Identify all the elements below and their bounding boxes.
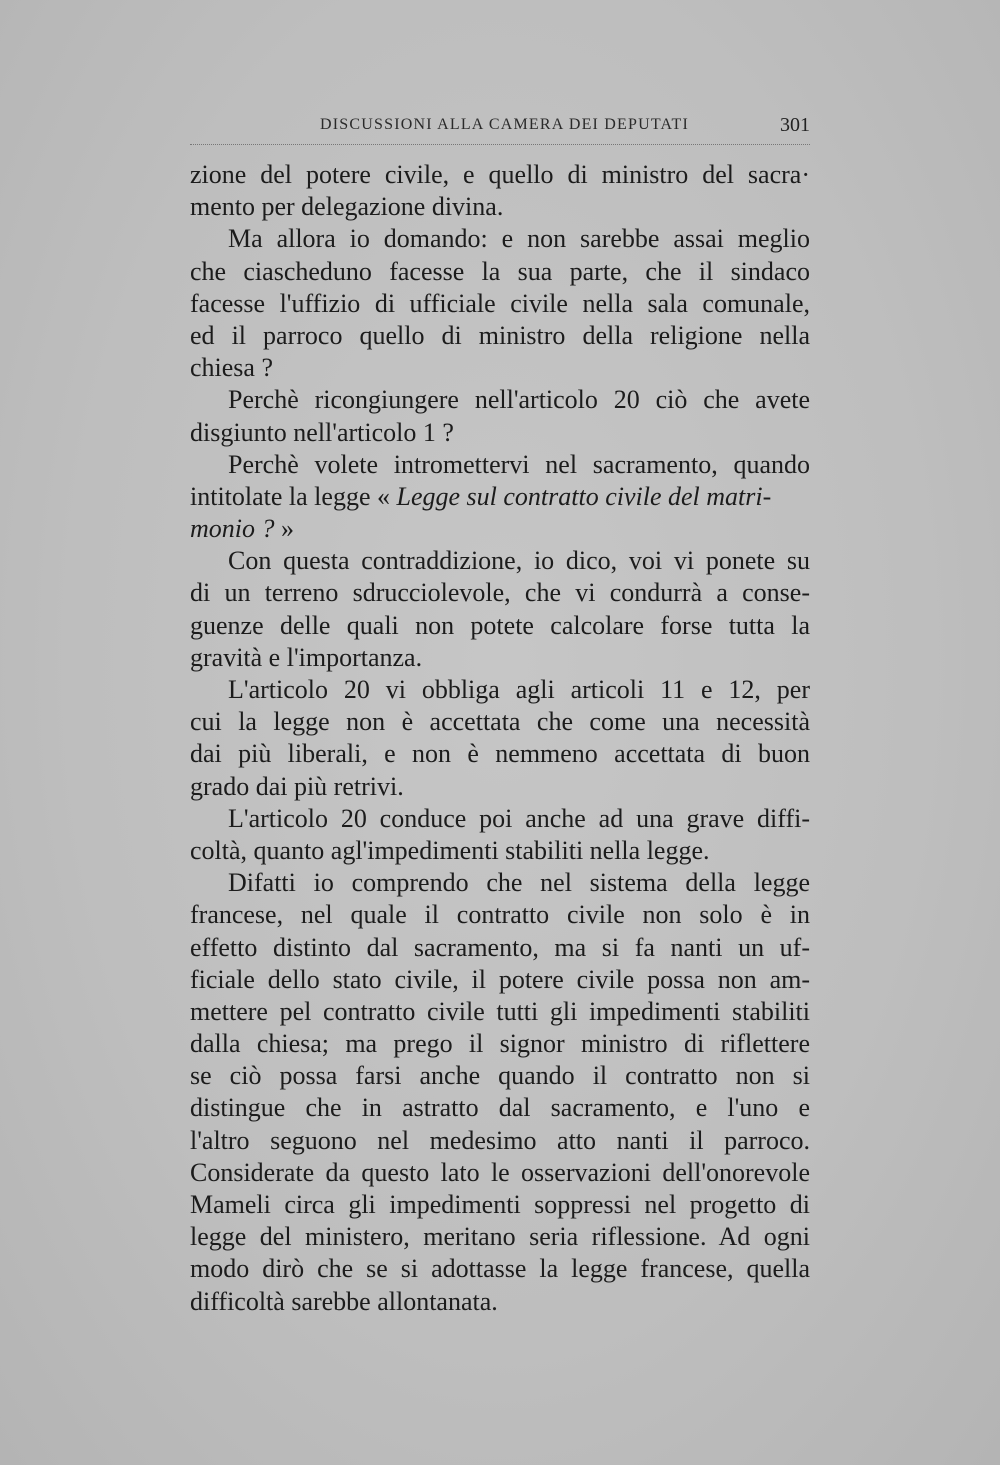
text-line: zione del potere civile, e quello di ministro del sacra· [190,160,810,189]
text-line: di un terreno sdrucciolevole, che vi condurrà a conse- [190,578,810,608]
text-line [190,513,810,545]
text-line: Mameli circa gli impedimenti soppressi nel progetto di [190,1190,810,1219]
text-line: mento per delegazione divina. [190,192,504,222]
text-line: effetto distinto dal sacramento, ma si fa nanti un uf- [190,932,810,962]
text-line: difficoltà sarebbe allontanata. [190,1286,498,1316]
header-rule [190,144,810,145]
text-line: facesse l'uffizio di ufficiale civile nella sala comunale, [190,288,810,318]
text-line: disgiunto nell'articolo 1 ? [190,417,454,447]
text-segment: » [274,514,294,544]
text-line: chiesa ? [190,353,274,383]
text-line: ficiale dello stato civile, il potere civile possa non am- [190,964,810,994]
text-line: modo dirò che se si adottasse la legge francese, quella [190,1254,810,1284]
text-line: ed il parroco quello di ministro della religione nella [190,320,810,350]
text-line: Perchè volete intromettervi nel sacramento, quando [228,449,810,479]
text-line: francese, nel quale il contratto civile non solo è in [190,900,810,930]
text-line: cui la legge non è accettata che come una necessità [190,707,810,737]
text-line: L'articolo 20 vi obbliga agli articoli 11 e 12, per [228,675,810,704]
text-line: Difatti io comprendo che nel sistema della legge [228,868,810,898]
text-line: che ciascheduno facesse la sua parte, che il sindaco [190,256,810,286]
text-line: Ma allora io domando: e non sarebbe assai meglio [228,224,810,254]
page-number: 301 [780,114,810,136]
text-line: dalla chiesa; ma prego il signor ministro di riflettere [190,1029,810,1059]
text-line: guenze delle quali non potete calcolare forse tutta la [190,610,810,640]
text-line: legge del ministero, meritano seria riflessione. Ad ogni [190,1222,810,1252]
text-line [190,481,810,513]
body-text [190,159,810,1318]
text-line: Con questa contraddizione, io dico, voi vi ponete su [228,546,810,576]
text-line: se ciò possa farsi anche quando il contratto non si [190,1061,810,1091]
text-line: Perchè ricongiungere nell'articolo 20 ciò che avete [228,385,810,415]
text-line: Considerate da questo lato le osservazioni dell'onorevole [190,1157,810,1187]
text-line: distingue che in astratto dal sacramento, e l'uno e [190,1093,810,1123]
running-head [190,108,810,148]
text-line: mettere pel contratto civile tutti gli impedimenti stabiliti [190,996,810,1026]
text-line: L'articolo 20 conduce poi anche ad una grave diffi- [228,803,810,833]
text-segment: intitolate la legge « [190,481,397,511]
text-line: dai più liberali, e non è nemmeno accettata di buon [190,739,810,769]
italic-title: monio ? [190,514,275,544]
text-line: coltà, quanto agl'impedimenti stabiliti nella legge. [190,835,710,865]
text-line: grado dai più retrivi. [190,771,404,801]
running-title: DISCUSSIONI ALLA CAMERA DEI DEPUTATI [320,116,690,133]
text-line: l'altro seguono nel medesimo atto nanti il parroco. [190,1125,810,1155]
italic-title: Legge sul contratto civile del matri- [396,481,772,511]
text-line: gravità e l'importanza. [190,642,423,672]
